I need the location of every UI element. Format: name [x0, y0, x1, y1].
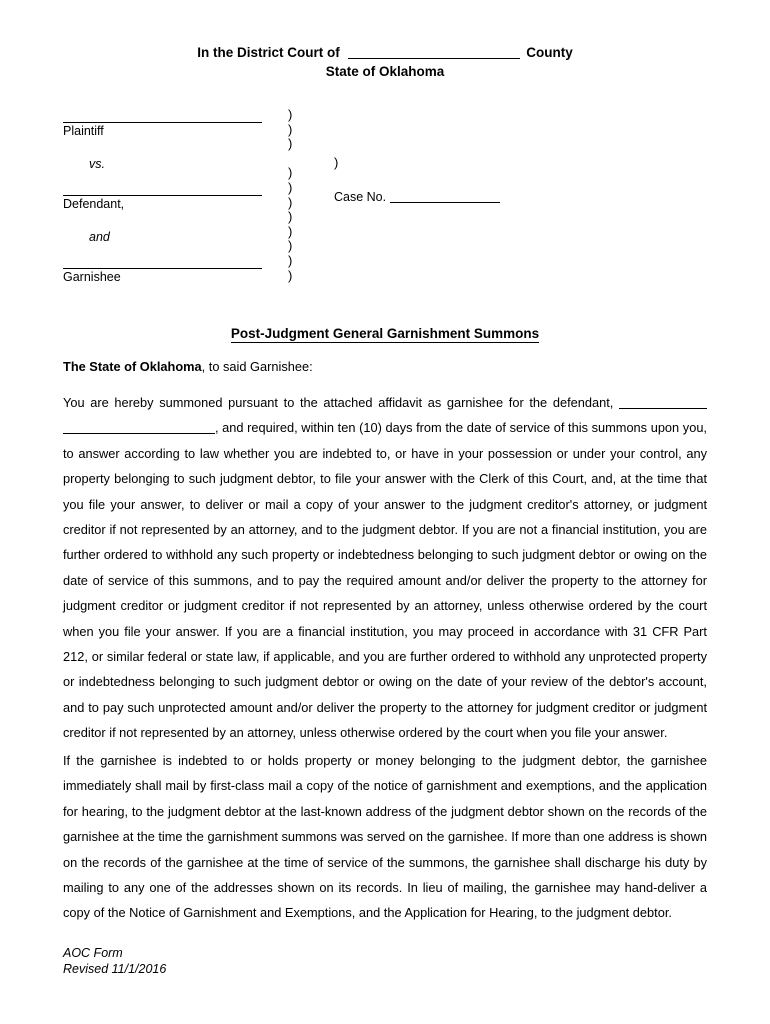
caption-paren: ): [288, 179, 293, 195]
salutation: [63, 358, 707, 375]
defendant-name-blank[interactable]: [63, 195, 262, 196]
document-title: [63, 326, 707, 341]
body-p1-part1: You are hereby summoned pursuant to the attached affidavit as garnishee for the defendant,: [63, 395, 614, 410]
caption-paren: ): [288, 136, 293, 152]
defendant-name-inline-blank-1[interactable]: [619, 396, 707, 409]
court-header-line-1: [63, 44, 707, 62]
case-number-blank-field[interactable]: [390, 190, 500, 203]
caption-paren: ): [288, 238, 293, 254]
body-p1-part2: , and required, within ten (10) days from the date of service of this summons upon you, to answer according to law whether you are indebted to, or have in your possession or under your control, any property belonging to such judgment debtor, to file your answer with the Clerk of this Court, and, at the time that you file your answer, to deliver or mail a copy of your answer to the judgment creditor's attorney, or judgment creditor if not represented by an attorney, and to the judgment debtor. If you are not a financial institution, you are further ordered to withhold any such property or indebtedness belonging to such judgment debtor or owing on the date of service of this summons, and to pay the required amount and/or deliver the property to the attorney for judgment creditor or judgment creditor if not represented by an attorney, unless otherwise ordered by the court when you file your answer. If you are a financial institution, you may proceed in accordance with 31 CFR Part 212, or similar federal or state law, if applicable, and you are further ordered to withhold any unprotected property or indebtedness belonging to such judgment debtor or owing on the date of your review of the debtor's account, and to pay such unprotected amount and/or deliver the property to the attorney for judgment creditor or judgment creditor if not represented by an attorney, unless otherwise ordered by the court when you file your answer.: [63, 420, 707, 741]
versus-label: vs.: [89, 157, 105, 171]
state-line: State of Oklahoma: [325, 64, 445, 79]
form-footer: [63, 945, 166, 977]
court-header: [63, 44, 707, 81]
county-blank-field[interactable]: [348, 45, 520, 59]
body-paragraph-1: [63, 390, 707, 746]
caption-paren: ): [288, 165, 293, 181]
plaintiff-label: Plaintiff: [63, 124, 104, 138]
caption-paren: ): [288, 194, 293, 210]
salutation-rest: , to said Garnishee:: [201, 359, 313, 374]
defendant-label: Defendant,: [63, 197, 125, 211]
and-label: and: [89, 230, 110, 244]
salutation-state: The State of Oklahoma: [63, 359, 202, 374]
caption-paren-column: [288, 108, 302, 283]
caption-paren: ): [288, 223, 293, 239]
defendant-name-inline-blank-2[interactable]: [63, 421, 215, 434]
document-title-text: Post-Judgment General Garnishment Summons: [230, 326, 540, 341]
form-name: AOC Form: [63, 946, 123, 960]
caption-paren: ): [288, 209, 293, 225]
caption-paren: ): [288, 267, 293, 283]
garnishee-label: Garnishee: [63, 270, 121, 284]
caption-paren: ): [288, 252, 293, 268]
case-number-label: Case No.: [334, 190, 387, 204]
court-header-prefix: In the District Court of: [197, 45, 340, 60]
caption-paren-right: ): [334, 155, 339, 170]
caption-paren: ): [288, 107, 293, 122]
body-paragraph-2: If the garnishee is indebted to or holds property or money belonging to the judgment debtor, the garnishee immediately shall mail by first-class mail a copy of the notice of garnishment and exemptions, and the application for hearing, to the judgment debtor at the last-known address of the judgment debtor shown on the records of the garnishee at the time the garnishment summons was served on the garnishee. If more than one address is shown on the records of the garnishee at the time of service of the summons, the garnishee shall discharge his duty by mailing to any one of the addresses shown on its records. In lieu of mailing, the garnishee may hand-deliver a copy of the Notice of Garnishment and Exemptions, and the Application for Hearing, to the judgment debtor.: [63, 753, 707, 921]
case-caption: [63, 108, 707, 298]
garnishee-name-blank[interactable]: [63, 268, 262, 269]
plaintiff-name-blank[interactable]: [63, 122, 262, 123]
form-revision-date: Revised 11/1/2016: [63, 962, 167, 976]
case-number-row: [334, 190, 500, 205]
court-header-suffix: County: [526, 45, 573, 60]
caption-paren: ): [288, 121, 293, 137]
